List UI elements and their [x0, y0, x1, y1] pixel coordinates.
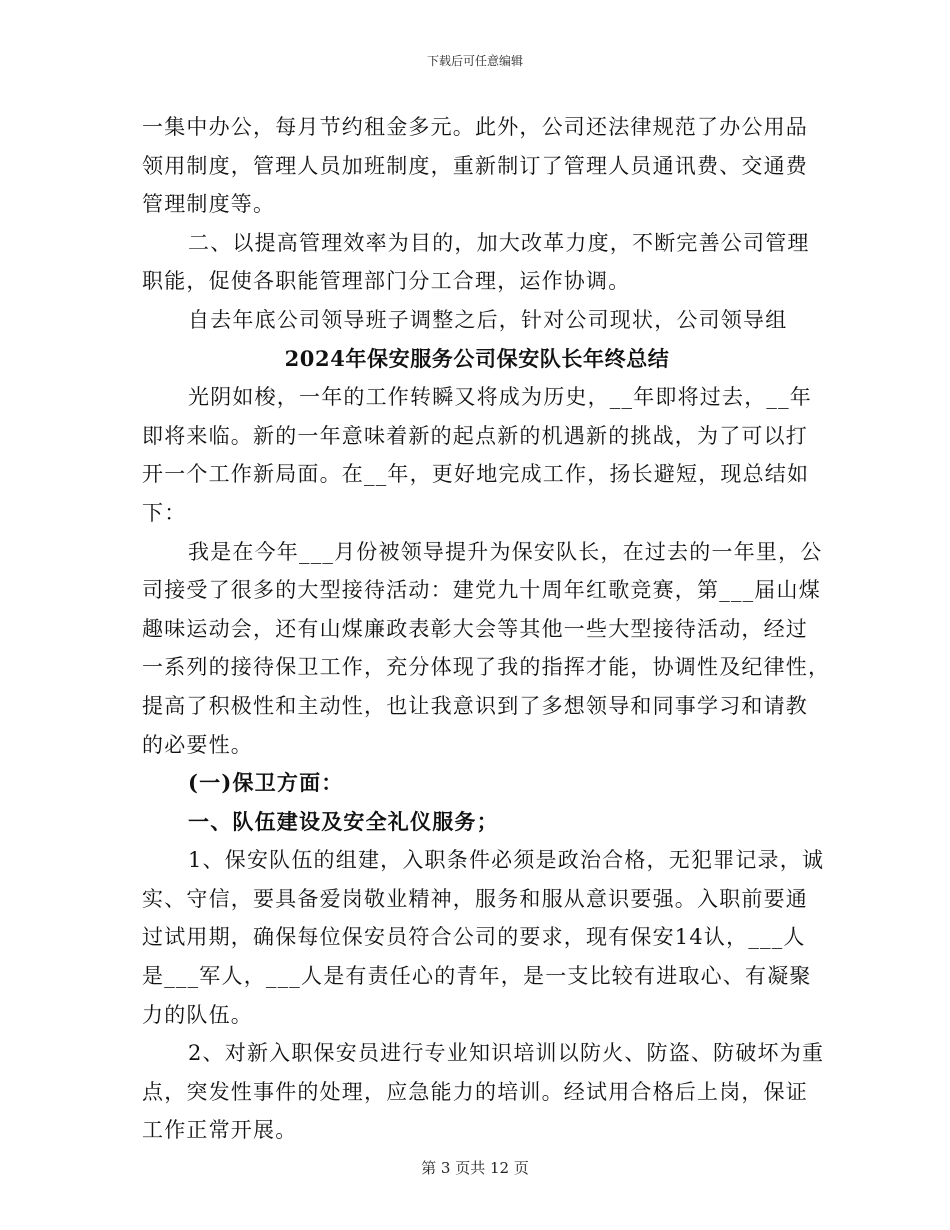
text-line: 提高了积极性和主动性，也让我意识到了多想领导和同事学习和请教	[142, 693, 808, 718]
text-line: 一系列的接待保卫工作，充分体现了我的指挥才能，协调性及纪律性，	[142, 655, 831, 680]
page-header: 下载后可任意编辑	[426, 54, 523, 68]
text-line: 二、以提高管理效率为目的，加大改革力度，不断完善公司管理	[188, 230, 810, 255]
text-line: 实、守信，要具备爱岗敬业精神，服务和服从意识要强。入职前要通	[142, 886, 808, 911]
text-line: 趣味运动会，还有山煤廉政表彰大会等其他一些大型接待活动，经过	[142, 616, 808, 641]
document-title: 2024年保安服务公司保安队长年终总结	[284, 345, 670, 371]
text-line: 工作正常开展。	[142, 1118, 298, 1143]
text-line: 领用制度，管理人员加班制度，重新制订了管理人员通讯费、交通费	[142, 153, 808, 178]
page-footer: 第 3 页共 12 页	[421, 1159, 529, 1177]
section-heading: (一)保卫方面：	[188, 770, 344, 796]
text-line: 力的队伍。	[142, 1002, 253, 1027]
text-line: 下：	[142, 500, 187, 525]
text-line: 2、对新入职保安员进行专业知识培训以防火、防盗、防破坏为重	[188, 1041, 825, 1066]
text-line: 职能，促使各职能管理部门分工合理，运作协调。	[142, 269, 631, 294]
text-line: 一集中办公，每月节约租金多元。此外，公司还法律规范了办公用品	[142, 115, 808, 139]
text-line: 光阴如梭，一年的工作转瞬又将成为历史，__年即将过去，__年	[188, 385, 812, 410]
text-line: 是___军人，___人是有责任心的青年，是一支比较有进取心、有凝聚	[142, 964, 812, 989]
text-line: 过试用期，确保每位保安员符合公司的要求，现有保安14认，___人	[142, 925, 806, 950]
document-body	[142, 108, 831, 1150]
text-line: 开一个工作新局面。在__年，更好地完成工作，扬长避短，现总结如	[142, 462, 810, 487]
text-line: 我是在今年___月份被领导提升为保安队长，在过去的一年里，公	[188, 539, 823, 564]
text-line: 1、保安队伍的组建，入职条件必须是政治合格，无犯罪记录，诚	[188, 848, 825, 873]
text-line: 司接受了很多的大型接待活动：建党九十周年红歌竞赛，第___届山煤	[142, 578, 821, 603]
text-line: 自去年底公司领导班子调整之后，针对公司现状，公司领导组	[188, 307, 788, 332]
text-line: 点，突发性事件的处理，应急能力的培训。经试用合格后上岗，保证	[142, 1079, 808, 1104]
section-heading: 一、队伍建设及安全礼仪服务；	[188, 808, 499, 834]
text-line: 即将来临。新的一年意味着新的起点新的机遇新的挑战，为了可以打	[142, 423, 808, 448]
text-line: 管理制度等。	[142, 192, 276, 217]
text-line: 的必要性。	[142, 732, 253, 757]
